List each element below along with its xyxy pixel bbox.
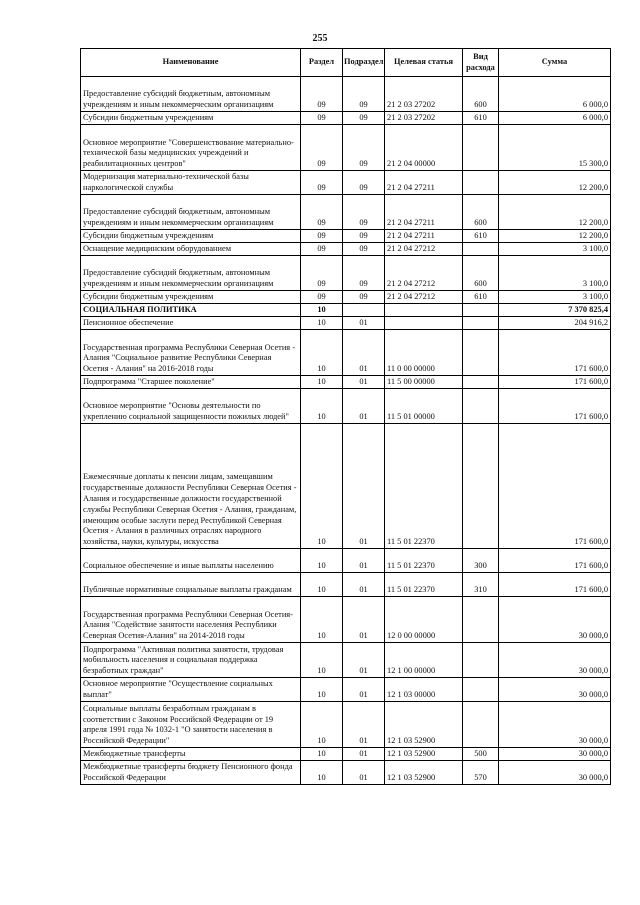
row-section-cell: 09 [301,243,343,256]
row-subsection-cell: 09 [343,256,385,291]
table-row [81,317,611,330]
row-subsection-cell: 09 [343,195,385,230]
row-subsection-cell: 01 [343,317,385,330]
row-sum-cell: 15 300,0 [499,125,611,171]
row-article-cell: 12 1 03 52900 [385,702,463,748]
row-article-cell: 21 2 04 27211 [385,230,463,243]
row-name-cell: Предоставление субсидий бюджетным, автономным учреждениям и иным некоммерческим организациям [81,195,301,230]
row-expense-cell: 600 [463,195,499,230]
row-expense-cell [463,643,499,678]
row-section-cell: 10 [301,597,343,643]
row-sum-cell: 3 100,0 [499,256,611,291]
row-article-cell: 21 2 04 00000 [385,125,463,171]
row-subsection-cell: 01 [343,748,385,761]
row-subsection-cell: 01 [343,702,385,748]
row-section-cell: 09 [301,195,343,230]
row-name-cell: Пенсионное обеспечение [81,317,301,330]
table-header-row [81,49,611,77]
row-subsection-cell: 01 [343,597,385,643]
row-section-cell: 09 [301,77,343,112]
row-name-cell: Государственная программа Республики Северная Осетия - Алания "Социальное развитие Республики Северная Осетия - Алания" на 2016-2018 годы [81,330,301,376]
row-name-cell: Подпрограмма "Старшее поколение" [81,376,301,389]
row-article-cell: 21 2 04 27212 [385,256,463,291]
row-section-cell: 09 [301,125,343,171]
row-section-cell: 10 [301,573,343,597]
table-row [81,230,611,243]
row-name-cell: Субсидии бюджетным учреждениям [81,291,301,304]
row-expense-cell [463,330,499,376]
row-section-cell: 10 [301,317,343,330]
row-name-cell: Основное мероприятие "Совершенствование материально-технической базы медицинских учреждений и реабилитационных центров" [81,125,301,171]
row-sum-cell: 12 200,0 [499,171,611,195]
row-subsection-cell: 09 [343,243,385,256]
table-row [81,549,611,573]
row-name-cell: Оснащение медицинским оборудованием [81,243,301,256]
row-subsection-cell: 01 [343,330,385,376]
row-article-cell [385,317,463,330]
table-row [81,243,611,256]
row-expense-cell: 610 [463,230,499,243]
row-section-cell: 10 [301,376,343,389]
row-expense-cell: 500 [463,748,499,761]
row-section-cell: 10 [301,761,343,785]
row-article-cell: 21 2 03 27202 [385,77,463,112]
table-row [81,702,611,748]
row-expense-cell [463,304,499,317]
row-sum-cell: 204 916,2 [499,317,611,330]
row-name-cell: Основное мероприятие "Основы деятельности по укреплению социальной защищенности пожилых людей" [81,389,301,424]
row-expense-cell [463,376,499,389]
row-expense-cell [463,389,499,424]
row-section-cell: 10 [301,748,343,761]
table-row [81,330,611,376]
row-section-cell: 09 [301,171,343,195]
row-expense-cell [463,243,499,256]
row-section-cell: 10 [301,549,343,573]
row-article-cell: 12 1 03 52900 [385,748,463,761]
row-subsection-cell: 01 [343,761,385,785]
row-section-cell: 10 [301,702,343,748]
row-name-cell: Подпрограмма "Активная политика занятости, трудовая мобильность населения и социальная поддержка безработных граждан" [81,643,301,678]
row-sum-cell: 30 000,0 [499,643,611,678]
table-row [81,643,611,678]
row-subsection-cell: 01 [343,376,385,389]
row-name-cell: Межбюджетные трансферты [81,748,301,761]
row-expense-cell [463,597,499,643]
row-subsection-cell: 01 [343,424,385,549]
row-name-cell: СОЦИАЛЬНАЯ ПОЛИТИКА [81,304,301,317]
row-sum-cell: 30 000,0 [499,748,611,761]
row-subsection-cell: 01 [343,549,385,573]
row-sum-cell: 171 600,0 [499,376,611,389]
row-name-cell: Публичные нормативные социальные выплаты гражданам [81,573,301,597]
row-section-cell: 09 [301,230,343,243]
row-article-cell: 11 5 00 00000 [385,376,463,389]
row-sum-cell: 171 600,0 [499,424,611,549]
row-section-cell: 09 [301,256,343,291]
table-row [81,125,611,171]
row-subsection-cell: 09 [343,77,385,112]
row-sum-cell: 171 600,0 [499,549,611,573]
table-row [81,376,611,389]
row-article-cell: 21 2 03 27202 [385,112,463,125]
row-article-cell: 11 5 01 22370 [385,424,463,549]
table-row [81,256,611,291]
row-article-cell: 21 2 04 27211 [385,171,463,195]
table-row [81,112,611,125]
row-subsection-cell: 01 [343,643,385,678]
row-expense-cell: 600 [463,256,499,291]
row-article-cell: 12 1 00 00000 [385,643,463,678]
row-sum-cell: 6 000,0 [499,112,611,125]
row-sum-cell: 30 000,0 [499,678,611,702]
row-article-cell: 11 0 00 00000 [385,330,463,376]
row-article-cell [385,304,463,317]
row-subsection-cell [343,304,385,317]
row-expense-cell: 570 [463,761,499,785]
row-subsection-cell: 09 [343,171,385,195]
header-sum: Сумма [499,49,611,77]
row-section-cell: 10 [301,424,343,549]
row-subsection-cell: 09 [343,291,385,304]
row-section-cell: 09 [301,112,343,125]
row-article-cell: 11 5 01 22370 [385,573,463,597]
row-sum-cell: 12 200,0 [499,195,611,230]
row-sum-cell: 3 100,0 [499,243,611,256]
row-subsection-cell: 09 [343,230,385,243]
table-row [81,291,611,304]
budget-table [80,48,611,785]
row-section-cell: 10 [301,330,343,376]
row-name-cell: Государственная программа Республики Северная Осетия-Алания "Содействие занятости населения Республики Северная Осетия-Алания" на 2014-2018 годы [81,597,301,643]
row-article-cell: 12 1 03 52900 [385,761,463,785]
table-row [81,748,611,761]
row-name-cell: Межбюджетные трансферты бюджету Пенсионного фонда Российской Федерации [81,761,301,785]
row-article-cell: 11 5 01 00000 [385,389,463,424]
row-expense-cell: 610 [463,112,499,125]
table-row [81,389,611,424]
row-expense-cell: 600 [463,77,499,112]
row-sum-cell: 171 600,0 [499,330,611,376]
row-subsection-cell: 09 [343,125,385,171]
header-name: Наименование [81,49,301,77]
row-section-cell: 10 [301,643,343,678]
row-sum-cell: 30 000,0 [499,702,611,748]
table-row [81,597,611,643]
row-expense-cell [463,424,499,549]
row-name-cell: Субсидии бюджетным учреждениям [81,230,301,243]
table-row [81,304,611,317]
row-name-cell: Модернизация материально-технической базы наркологической службы [81,171,301,195]
table-body [81,77,611,785]
row-name-cell: Предоставление субсидий бюджетным, автономным учреждениям и иным некоммерческим организациям [81,77,301,112]
table-row [81,77,611,112]
row-expense-cell: 300 [463,549,499,573]
row-sum-cell: 30 000,0 [499,597,611,643]
header-expense-type: Вид расхода [463,49,499,77]
header-section: Раздел [301,49,343,77]
row-article-cell: 12 1 03 00000 [385,678,463,702]
table-row [81,195,611,230]
row-sum-cell: 171 600,0 [499,573,611,597]
table-row [81,424,611,549]
row-sum-cell: 6 000,0 [499,77,611,112]
row-article-cell: 11 5 01 22370 [385,549,463,573]
table-row [81,171,611,195]
row-section-cell: 10 [301,389,343,424]
row-article-cell: 21 2 04 27212 [385,291,463,304]
row-name-cell: Социальное обеспечение и иные выплаты населению [81,549,301,573]
row-sum-cell: 3 100,0 [499,291,611,304]
row-name-cell: Основное мероприятие "Осуществление социальных выплат" [81,678,301,702]
header-target-article: Целевая статья [385,49,463,77]
row-expense-cell [463,678,499,702]
row-section-cell: 09 [301,291,343,304]
row-name-cell: Ежемесячные доплаты к пенсии лицам, замещавшим государственные должности Республики Северная Осетия - Алания и государственные должности государственной службы Республики Северная Осетия - Алания, гражданам, имеющим особые заслуги перед Республикой Северная Осетия - Алания в различных отраслях народного хозяйства, науки, культуры, искусства [81,424,301,549]
row-expense-cell [463,317,499,330]
page-number: 255 [312,33,328,44]
row-name-cell: Социальные выплаты безработным гражданам в соответствии с Законом Российской Федерации от 19 апреля 1991 года № 1032-1 "О занятости населения в Российской Федерации" [81,702,301,748]
row-expense-cell [463,171,499,195]
row-section-cell: 10 [301,678,343,702]
row-subsection-cell: 09 [343,112,385,125]
row-expense-cell: 610 [463,291,499,304]
row-name-cell: Предоставление субсидий бюджетным, автономным учреждениям и иным некоммерческим организациям [81,256,301,291]
row-sum-cell: 7 370 825,4 [499,304,611,317]
row-section-cell: 10 [301,304,343,317]
row-expense-cell [463,125,499,171]
table-row [81,573,611,597]
row-expense-cell [463,702,499,748]
row-subsection-cell: 01 [343,678,385,702]
row-article-cell: 12 0 00 00000 [385,597,463,643]
row-subsection-cell: 01 [343,389,385,424]
header-subsection: Подраздел [343,49,385,77]
row-subsection-cell: 01 [343,573,385,597]
row-expense-cell: 310 [463,573,499,597]
table-row [81,678,611,702]
row-sum-cell: 30 000,0 [499,761,611,785]
row-article-cell: 21 2 04 27212 [385,243,463,256]
row-article-cell: 21 2 04 27211 [385,195,463,230]
row-sum-cell: 171 600,0 [499,389,611,424]
row-sum-cell: 12 200,0 [499,230,611,243]
table-row [81,761,611,785]
row-name-cell: Субсидии бюджетным учреждениям [81,112,301,125]
